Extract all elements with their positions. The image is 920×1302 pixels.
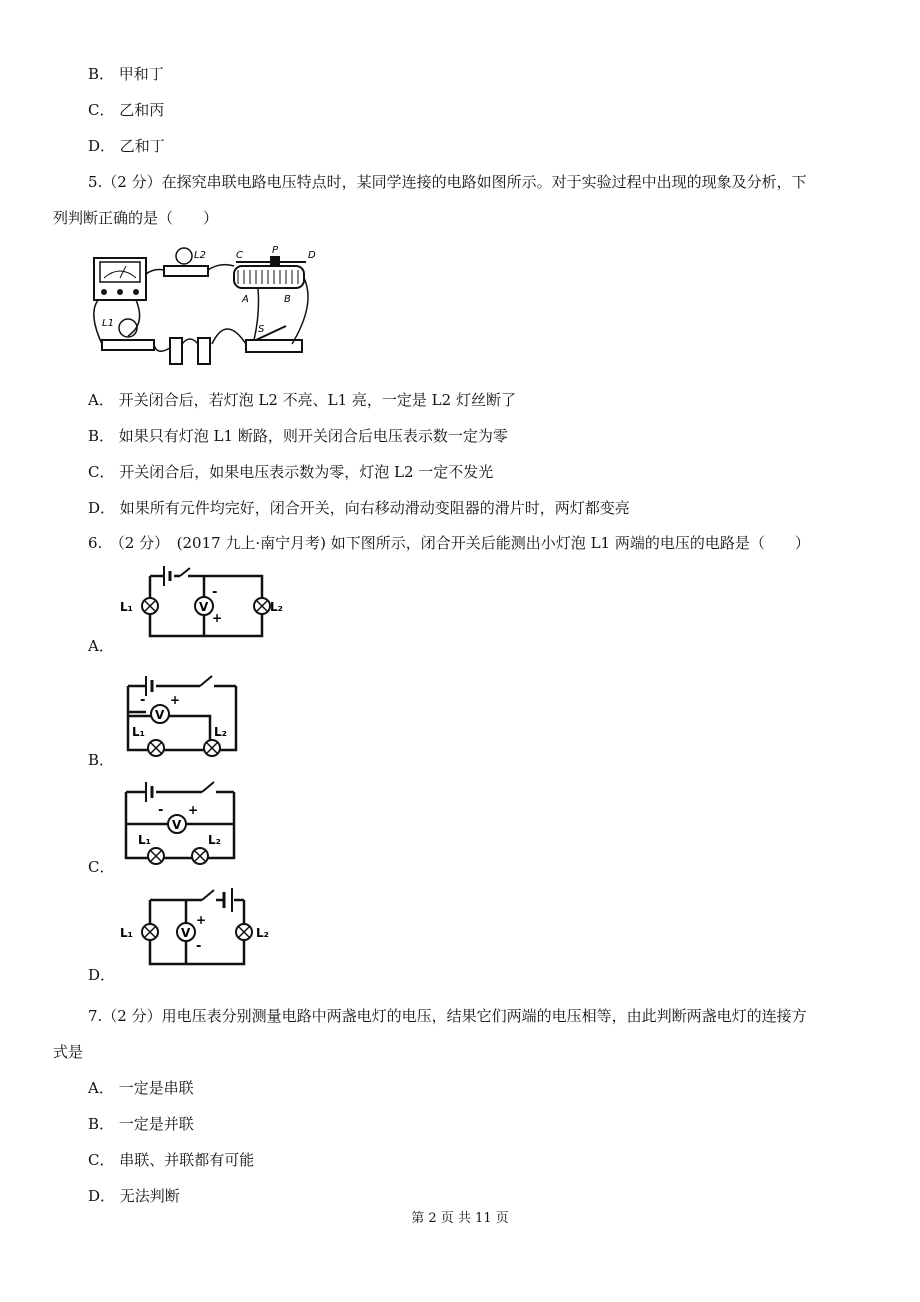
q6-option-b: B．	[88, 751, 115, 769]
q5-label-p: P	[272, 245, 279, 256]
q5-stem-line2: 列判断正确的是（ ）	[53, 209, 219, 227]
q6d-l1-label: L₁	[120, 926, 133, 940]
q5-option-b: B． 如果只有灯泡 L1 断路，则开关闭合后电压表示数一定为零	[88, 427, 508, 445]
q6-option-d: D．	[88, 966, 116, 984]
q4-option-b: B． 甲和丁	[88, 65, 164, 83]
q6-circuit-a	[116, 562, 286, 640]
q5-label-s: S	[258, 324, 265, 335]
q4-option-d: D． 乙和丁	[88, 137, 165, 155]
q6b-minus-label: -	[140, 693, 146, 708]
q5-label-l1: L1	[102, 318, 114, 329]
page-footer: 第 2 页 共 11 页	[411, 1211, 509, 1226]
q5-label-d: D	[308, 250, 316, 261]
q6a-plus-label: +	[212, 611, 223, 625]
q7-stem-line1: 7.（2 分）用电压表分别测量电路中两盏电灯的电压，结果它们两端的电压相等，由此判断两盏电灯的连接方	[88, 1007, 807, 1025]
q6a-l1-label: L₁	[120, 600, 133, 614]
q5-option-c: C． 开关闭合后，如果电压表示数为零，灯泡 L2 一定不发光	[88, 463, 494, 481]
q7-stem-line2: 式是	[53, 1043, 84, 1061]
q7-option-b: B． 一定是并联	[88, 1115, 194, 1133]
q6c-plus-label: +	[188, 803, 199, 817]
q5-circuit-figure	[86, 244, 318, 372]
q6-circuit-d	[116, 884, 286, 970]
q6b-voltmeter-label: V	[155, 708, 165, 722]
q6c-l1-label: L₁	[138, 833, 151, 847]
q6d-plus-label: +	[196, 913, 207, 927]
q5-stem-line1: 5.（2 分）在探究串联电路电压特点时，某同学连接的电路如图所示。对于实验过程中出现的现象及分析，下	[88, 173, 807, 191]
q6-stem: 6. （2 分） (2017 九上·南宁月考) 如下图所示，闭合开关后能测出小灯泡 L1 两端的电压的电路是（ ）	[88, 534, 810, 552]
q6a-l2-label: L₂	[270, 600, 283, 614]
q5-option-d: D． 如果所有元件均完好，闭合开关，向右移动滑动变阻器的滑片时，两灯都变亮	[88, 499, 630, 517]
q7-option-a: A． 一定是串联	[88, 1079, 194, 1097]
q6-option-c: C．	[88, 858, 115, 876]
q5-label-l2: L2	[194, 250, 206, 261]
q6c-l2-label: L₂	[208, 833, 221, 847]
q6d-l2-label: L₂	[256, 926, 269, 940]
q6a-minus-label: -	[212, 585, 218, 600]
q6-option-a: A．	[88, 637, 114, 655]
q7-option-d: D． 无法判断	[88, 1187, 180, 1205]
q6-circuit-c	[116, 776, 246, 866]
q6c-minus-label: -	[158, 803, 164, 818]
q6-circuit-b	[116, 668, 246, 758]
q6d-minus-label: -	[196, 939, 202, 954]
q6c-voltmeter-label: V	[172, 818, 182, 832]
q6b-plus-label: +	[170, 693, 181, 707]
q6a-voltmeter-label: V	[199, 600, 209, 614]
q5-label-c: C	[236, 250, 243, 261]
q5-option-a: A． 开关闭合后，若灯泡 L2 不亮、L1 亮，一定是 L2 灯丝断了	[88, 391, 516, 409]
q7-option-c: C． 串联、并联都有可能	[88, 1151, 255, 1169]
q4-option-c: C． 乙和丙	[88, 101, 165, 119]
q6b-l2-label: L₂	[214, 725, 227, 739]
q5-label-b: B	[284, 294, 291, 305]
q5-label-a: A	[242, 294, 249, 305]
q6b-l1-label: L₁	[132, 725, 145, 739]
q6d-voltmeter-label: V	[181, 926, 191, 940]
